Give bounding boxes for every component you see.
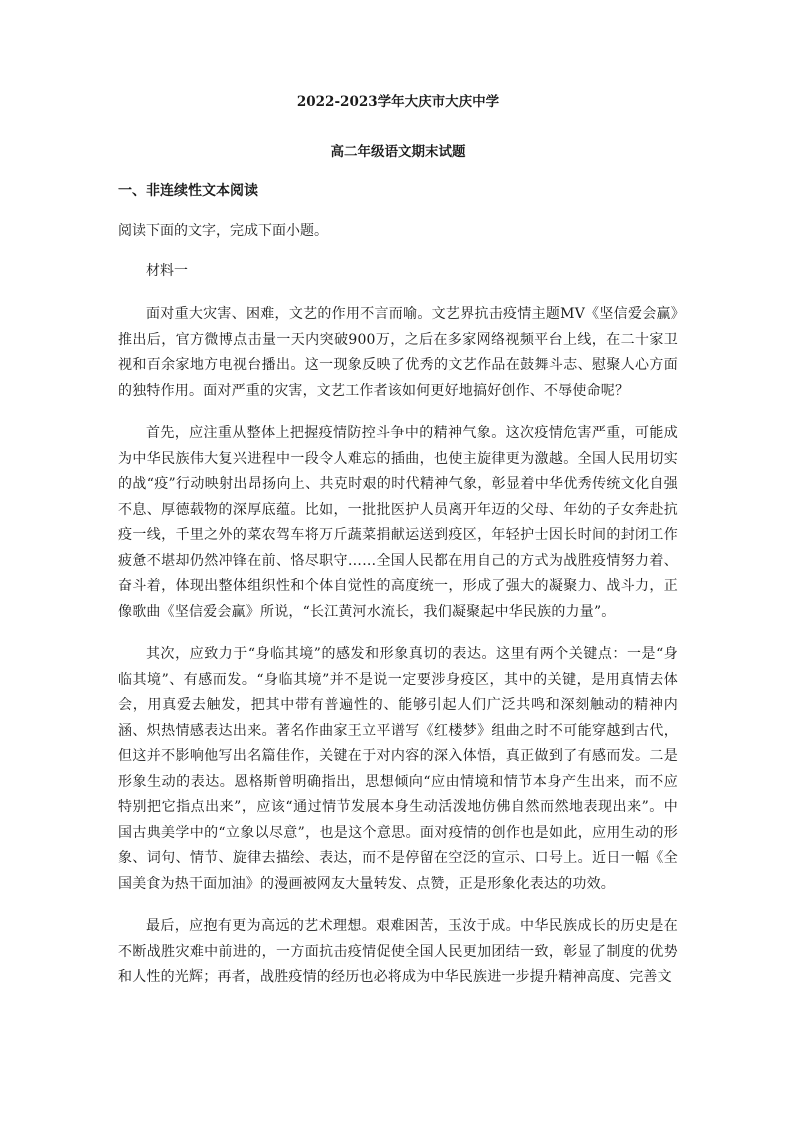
- exam-title: 2022-2023学年大庆市大庆中学: [296, 94, 500, 110]
- document-page: [118, 92, 678, 991]
- paragraph-4: 最后，应抱有更为高远的艺术理想。艰难困苦，玉汝于成。中华民族成长的历史是在不断战胜灾难中前进的，一方面抗击疫情促使全国人民更加团结一致，彰显了制度的优势和人性的光辉；再者，战胜疫情的经历也必将成为中华民族进一步提升精神高度、完善文: [118, 918, 678, 985]
- reading-instruction: 阅读下面的文字，完成下面小题。: [118, 223, 328, 239]
- material-label: 材料一: [146, 263, 188, 279]
- paragraph-1: 面对重大灾害、困难，文艺的作用不言而喻。文艺界抗击疫情主题MV《坚信爱会赢》推出后，官方微博点击量一天内突破900万，之后在多家网络视频平台上线，在二十家卫视和百余家地方电视台播出。这一现象反映了优秀的文艺作品在鼓舞斗志、慰聚人心方面的独特作用。面对严重的灾害，文艺工作者该如何更好地搞好创作、不辱使命呢？: [118, 306, 678, 399]
- section-heading: 一、非连续性文本阅读: [118, 183, 258, 199]
- paragraph-2: 首先，应注重从整体上把握疫情防控斗争中的精神气象。这次疫情危害严重，可能成为中华民族伟大复兴进程中一段令人难忘的插曲，也使主旋律更为激越。全国人民用切实的战“疫”行动映射出昂扬向上、共克时艰的时代精神气象，彰显着中华优秀传统文化自强不息、厚德载物的深厚底蕴。比如，一批批医护人员离开年迈的父母、年幼的子女奔赴抗疫一线，千里之外的菜农驾车将万斤蔬菜捐献运送到疫区，年轻护士因长时间的封闭工作疲惫不堪却仍然冲锋在前、恪尽职守……全国人民都在用自己的方式为战胜疫情努力着、奋斗着，体现出整体组织性和个体自觉性的高度统一，形成了强大的凝聚力、战斗力，正像歌曲《坚信爱会赢》所说，“长江黄河水流长，我们凝聚起中华民族的力量”。: [118, 425, 678, 620]
- exam-subtitle: 高二年级语文期末试题: [330, 144, 466, 160]
- paragraph-3: 其次，应致力于“身临其境”的感发和形象真切的表达。这里有两个关键点：一是“身临其境”、有感而发。“身临其境”并不是说一定要涉身疫区，其中的关键，是用真情去体会，用真爱去触发，把其中带有普遍性的、能够引起人们广泛共鸣和深刻触动的精神内涵、炽热情感表达出来。著名作曲家王立平谱写《红楼梦》组曲之时不可能穿越到古代，但这并不影响他写出名篇佳作，关键在于对内容的深入体悟，真正做到了有感而发。二是形象生动的表达。恩格斯曾明确指出，思想倾向“应由情境和情节本身产生出来，而不应特别把它指点出来”，应该“通过情节发展本身生动活泼地仿佛自然而然地表现出来”。中国古典美学中的“立象以尽意”，也是这个意思。面对疫情的创作也是如此，应用生动的形象、词句、情节、旋律去描绘、表达，而不是停留在空泛的宣示、口号上。近日一幅《全国美食为热干面加油》的漫画被网友大量转发、点赞，正是形象化表达的功效。: [118, 646, 678, 892]
